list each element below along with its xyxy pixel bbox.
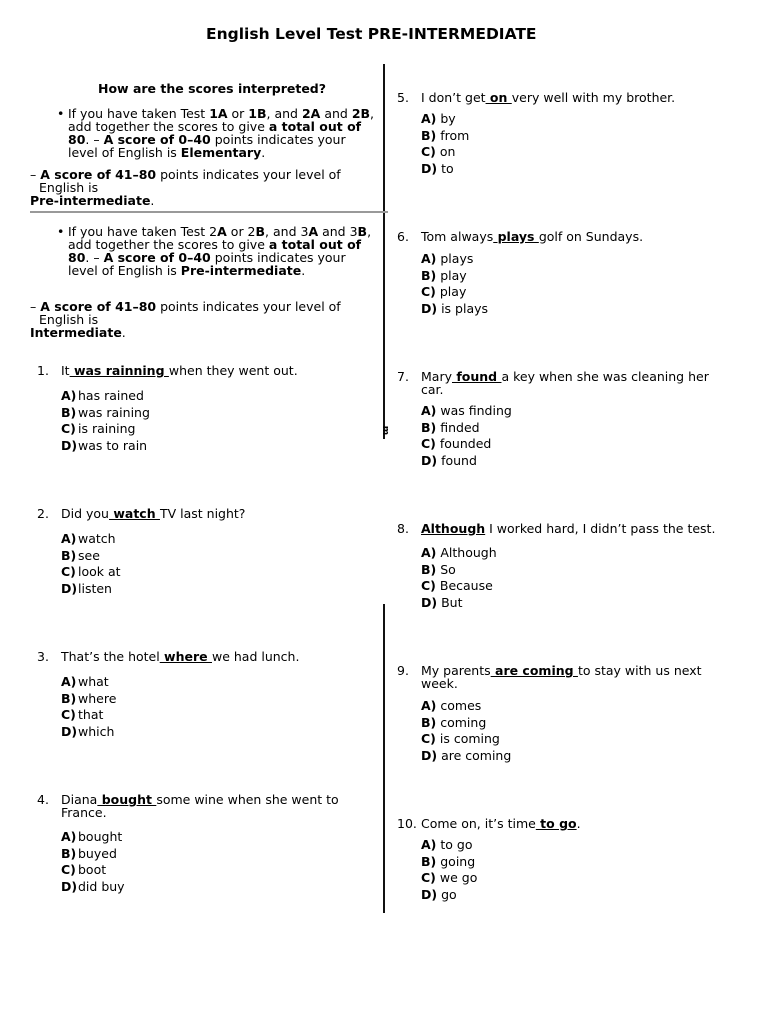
option[interactable]: B) see [61, 547, 100, 563]
target-phrase: where [159, 649, 212, 664]
option[interactable]: B) finded [421, 419, 480, 435]
option[interactable]: D) found [421, 452, 477, 468]
target-phrase: was rainning [69, 363, 169, 378]
option[interactable]: B) from [421, 127, 470, 143]
question-4: 4. Diana bought some wine when she went to France. [37, 792, 339, 820]
option[interactable]: C) that [61, 707, 104, 722]
bullet: • [57, 224, 65, 239]
target-phrase: bought [97, 792, 157, 807]
margin-mark: m [380, 425, 391, 436]
option[interactable]: D) But [421, 594, 463, 610]
target-phrase: to go [535, 816, 577, 831]
option[interactable]: A) bought [61, 829, 123, 844]
target-phrase: found [451, 369, 502, 384]
question-7: 7. Mary found a key when she was cleaning her car. [397, 369, 709, 397]
question-9: 9. My parents are coming to stay with us next week. [397, 663, 702, 691]
scores-note-intermediate: – A score of 41–80 points indicates your level of English is Intermediate. [30, 299, 341, 340]
option[interactable]: D)which [61, 723, 115, 739]
options-6 [421, 252, 488, 318]
question-number: 8. [397, 521, 409, 536]
question-number: 2. [37, 506, 49, 521]
question-number: 7. [397, 369, 409, 384]
option[interactable]: C) is coming [421, 731, 500, 746]
options-4 [61, 830, 125, 896]
bullet: • [57, 106, 65, 121]
question-6: 6. Tom always plays golf on Sundays. [397, 229, 644, 244]
option[interactable]: D)listen [61, 580, 112, 596]
question-number: 1. [37, 363, 49, 378]
option[interactable]: B) buyed [61, 845, 117, 861]
section-divider [30, 211, 388, 213]
scores-heading: How are the scores interpreted? [98, 81, 326, 96]
options-8 [421, 546, 497, 612]
option[interactable]: D)did buy [61, 878, 125, 894]
question-1: 1. It was rainning when they went out. [37, 363, 298, 378]
target-phrase: Although [421, 521, 486, 536]
options-9 [421, 699, 511, 765]
option[interactable]: A) to go [421, 837, 473, 852]
target-phrase: are coming [490, 663, 578, 678]
page-title: English Level Test PRE-INTERMEDIATE [206, 25, 537, 43]
option[interactable]: D) go [421, 886, 457, 902]
options-7 [421, 404, 512, 470]
options-5 [421, 112, 469, 178]
target-phrase: on [485, 90, 512, 105]
question-number: 4. [37, 792, 49, 807]
option[interactable]: C) founded [421, 436, 492, 451]
option[interactable]: A) Although [421, 545, 497, 560]
option[interactable]: D) is plays [421, 300, 489, 316]
question-2: 2. Did you watch TV last night? [37, 506, 246, 521]
option[interactable]: A) has rained [61, 388, 144, 403]
question-5: 5. I don’t get on very well with my brother. [397, 90, 676, 105]
option[interactable]: A) comes [421, 698, 482, 713]
option[interactable]: C) Because [421, 578, 493, 593]
option[interactable]: B) So [421, 561, 456, 577]
option[interactable]: A) plays [421, 251, 474, 266]
option[interactable]: A) watch [61, 531, 116, 546]
column-divider-top [383, 64, 385, 439]
option[interactable]: C) on [421, 144, 456, 159]
question-8: 8. Although I worked hard, I didn’t pass the test. [397, 521, 716, 536]
option[interactable]: A) by [421, 111, 456, 126]
option[interactable]: C) we go [421, 870, 478, 885]
question-number: 3. [37, 649, 49, 664]
option[interactable]: B) where [61, 690, 117, 706]
options-1 [61, 389, 150, 455]
option[interactable]: B) was raining [61, 404, 150, 420]
question-number: 5. [397, 90, 409, 105]
option[interactable]: B) going [421, 853, 476, 869]
option[interactable]: B) play [421, 267, 467, 283]
option[interactable]: A) was finding [421, 403, 512, 418]
option[interactable]: D) are coming [421, 747, 512, 763]
target-phrase: plays [493, 229, 539, 244]
scores-rule-elementary: • If you have taken Test 1A or 1B, and 2A and 2B, add together the scores to give a total out of 80. – A score of 0–40 points indicates your level of English is Elementary. [57, 106, 375, 160]
option[interactable]: C) look at [61, 564, 121, 579]
question-number: 9. [397, 663, 409, 678]
options-2 [61, 532, 121, 598]
question-number: 6. [397, 229, 409, 244]
option[interactable]: C) is raining [61, 421, 136, 436]
options-10 [421, 838, 477, 904]
target-phrase: watch [108, 506, 160, 521]
option[interactable]: D) to [421, 160, 454, 176]
option[interactable]: D)was to rain [61, 437, 148, 453]
column-divider-bottom [383, 604, 385, 913]
options-3 [61, 675, 116, 741]
scores-rule-pre-intermediate: • If you have taken Test 2A or 2B, and 3A and 3B, add together the scores to give a total out of 80. – A score of 0–40 points indicates your level of English is Pre-intermediate. [57, 224, 372, 278]
question-number: 10. [397, 816, 417, 831]
option[interactable]: B) coming [421, 714, 487, 730]
option[interactable]: C) boot [61, 862, 107, 877]
option[interactable]: A) what [61, 674, 109, 689]
question-10: 10. Come on, it’s time to go. [397, 816, 581, 831]
option[interactable]: C) play [421, 284, 467, 299]
question-3: 3. That’s the hotel where we had lunch. [37, 649, 300, 664]
scores-note-pre-intermediate: – A score of 41–80 points indicates your level of English is Pre-intermediate. [30, 167, 341, 208]
